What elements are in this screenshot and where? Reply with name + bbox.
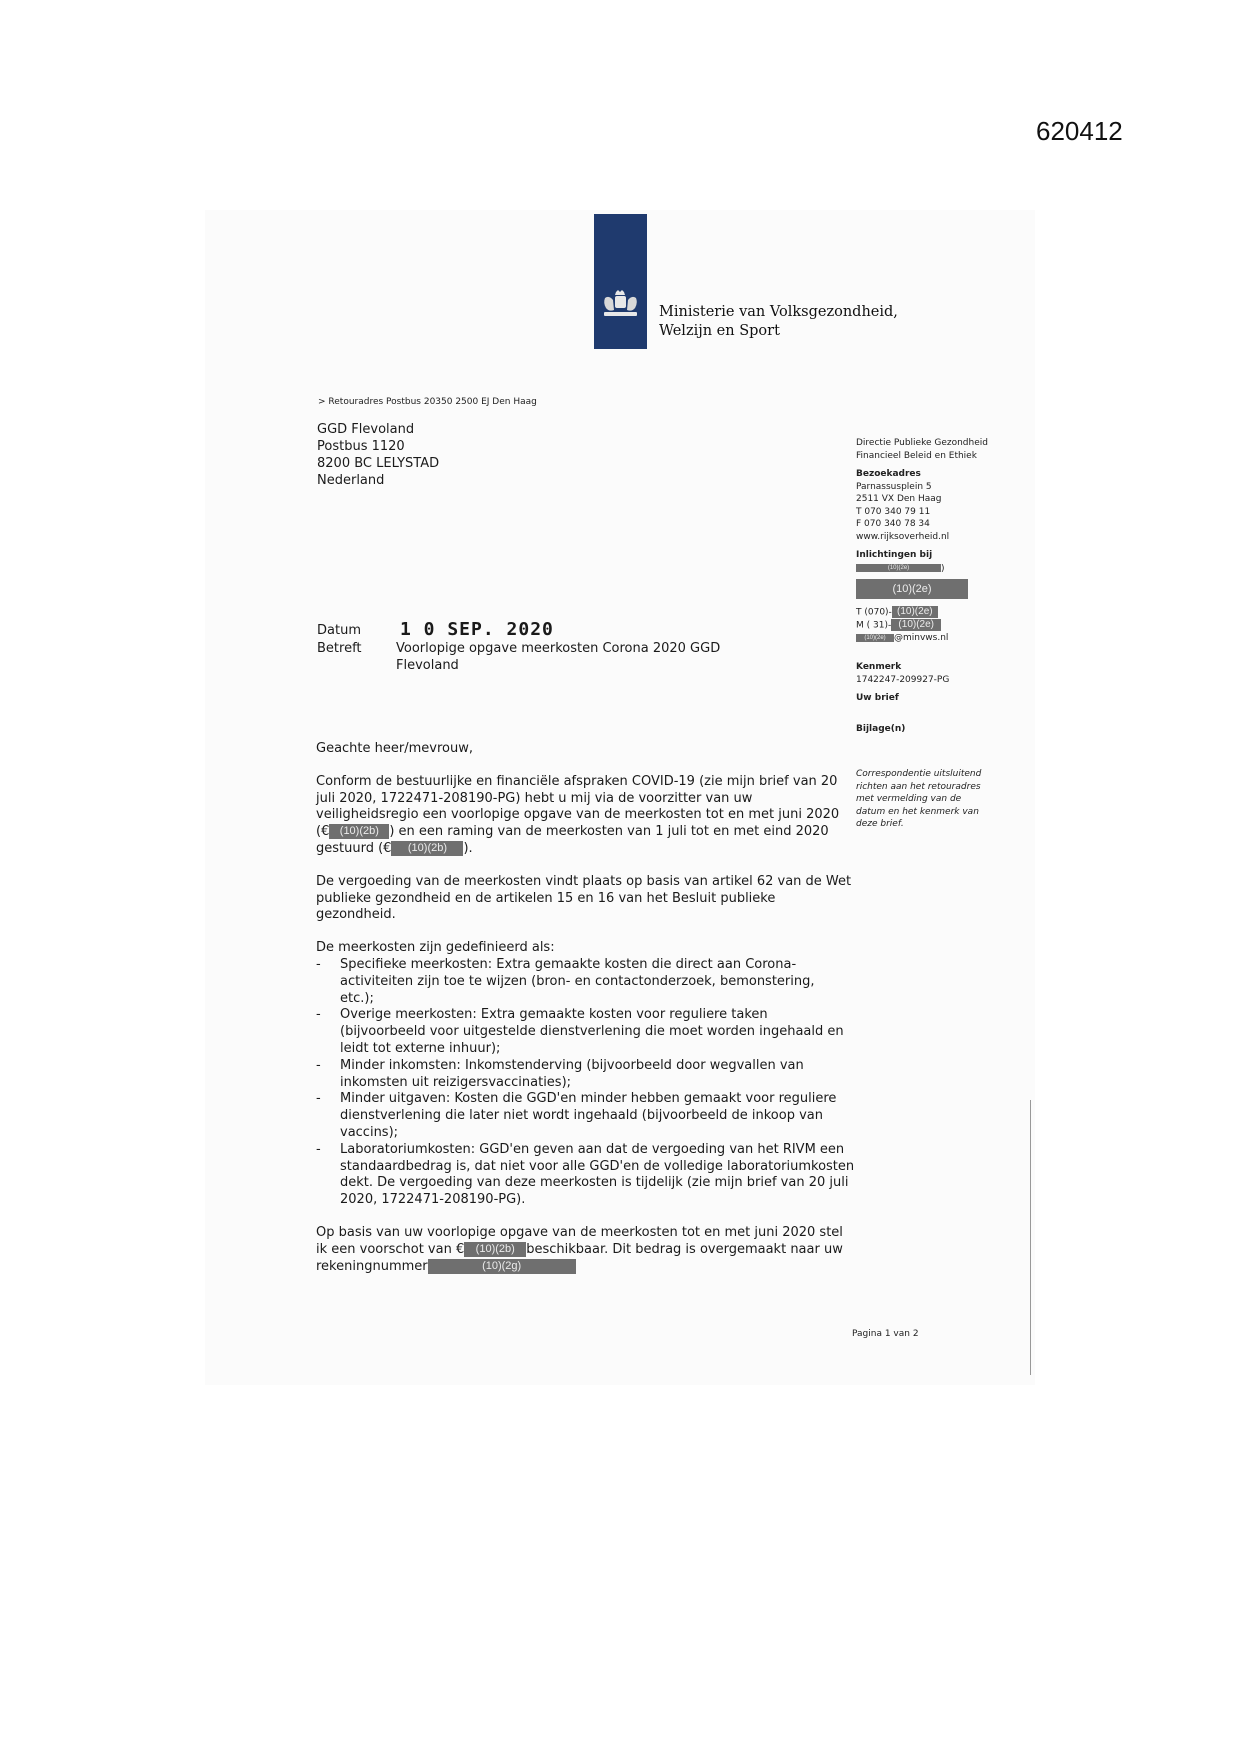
- subject: [396, 640, 720, 674]
- subject-line: Voorlopige opgave meerkosten Corona 2020 GGD: [396, 641, 721, 656]
- text-line: juli 2020, 1722471-208190-PG) hebt u mij via de voorzitter van uw: [316, 790, 753, 806]
- betreft-label: Betreft: [317, 641, 362, 656]
- paragraph-3: [316, 940, 855, 1209]
- visit-address-line: Parnassusplein 5: [856, 481, 932, 492]
- sidebar-correspondence-note: [856, 768, 981, 831]
- redacted-amount: (10)(2b): [329, 824, 389, 839]
- sidebar-attachments: [856, 723, 905, 736]
- kenmerk-label: Kenmerk: [856, 662, 902, 672]
- redacted-box: (10)(2e): [856, 634, 894, 642]
- text-line: leidt tot externe inhuur);: [340, 1040, 501, 1056]
- date-stamp: 1 0 SEP. 2020: [400, 619, 554, 640]
- bullet-dash: -: [316, 1141, 321, 1157]
- list-item: [316, 1058, 846, 1092]
- sidebar-directorate: [856, 437, 988, 462]
- bijlagen-label: Bijlage(n): [856, 724, 906, 734]
- redacted-account: (10)(2g): [428, 1259, 576, 1274]
- note-line: datum en het kenmerk van: [856, 806, 979, 817]
- paragraph-4: [316, 1225, 846, 1275]
- text-line: [316, 841, 846, 858]
- department-name: Financieel Beleid en Ethiek: [856, 450, 977, 461]
- phone-t-prefix: T (070)-: [856, 607, 892, 618]
- note-line: Correspondentie uitsluitend: [856, 769, 982, 779]
- sidebar-info: [856, 549, 968, 599]
- text-span: beschikbaar. Dit bedrag is overgemaakt naar uw: [526, 1241, 843, 1257]
- document-number: 620412: [1036, 116, 1123, 146]
- text-span: ) en een raming van de meerkosten van 1 juli tot en met eind 2020: [389, 824, 829, 840]
- datum-label: Datum: [317, 623, 361, 638]
- redacted-amount: (10)(2b): [391, 841, 463, 856]
- sidebar-reference: [856, 661, 949, 686]
- text-line: [316, 1259, 846, 1276]
- info-label: Inlichtingen bij: [856, 550, 933, 560]
- page-number: Pagina 1 van 2: [852, 1329, 919, 1339]
- directorate-name: Directie Publieke Gezondheid: [856, 438, 988, 448]
- bullet-dash: -: [316, 1091, 321, 1107]
- text-line: dienstverlening die later niet wordt ingehaald (bijvoorbeeld de inkoop van: [340, 1108, 823, 1124]
- text-line: Op basis van uw voorlopige opgave van de meerkosten tot en met juni 2020 stel: [316, 1224, 843, 1240]
- ministry-name-line2: Welzijn en Sport: [659, 323, 780, 339]
- sidebar-visit-address: [856, 468, 949, 543]
- visit-address-line: T 070 340 79 11: [856, 506, 931, 517]
- text-line: standaardbedrag is, dat niet voor alle GGD'en de volledige laboratoriumkosten: [340, 1158, 855, 1174]
- letter-body: [316, 741, 855, 1275]
- text-line: publieke gezondheid en de artikelen 15 en 16 van het Besluit publieke: [316, 890, 776, 906]
- recipient-line: Postbus 1120: [317, 439, 405, 454]
- salutation: Geachte heer/mevrouw,: [316, 741, 473, 756]
- text-span: rekeningnummer: [316, 1258, 428, 1274]
- redacted-amount: (10)(2b): [464, 1242, 526, 1257]
- text-line: gezondheid.: [316, 907, 396, 923]
- recipient-line: Nederland: [317, 473, 385, 488]
- text-span: (€: [316, 824, 330, 840]
- redacted-box: (10)(2e): [891, 619, 941, 631]
- text-line: Laboratoriumkosten: GGD'en geven aan dat de vergoeding van het RIVM een: [340, 1141, 845, 1157]
- text-line: inkomsten uit reizigersvaccinaties);: [340, 1074, 572, 1090]
- sidebar-contact: [856, 606, 948, 645]
- bullet-dash: -: [316, 956, 321, 972]
- ministry-logo: [594, 214, 647, 349]
- ministry-name-line1: Ministerie van Volksgezondheid,: [659, 304, 898, 320]
- paragraph-1: [316, 774, 846, 858]
- text-line: activiteiten zijn toe te wijzen (bron- en contactonderzoek, bemonstering,: [340, 973, 815, 989]
- text-line: 2020, 1722471-208190-PG).: [340, 1192, 526, 1208]
- website: www.rijksoverheid.nl: [856, 531, 950, 542]
- subject-line: Flevoland: [396, 658, 459, 673]
- scan-edge-line: [1030, 1100, 1031, 1375]
- return-address: > Retouradres Postbus 20350 2500 EJ Den Haag: [318, 397, 537, 407]
- ministry-name: [659, 303, 898, 341]
- list-item: [316, 1141, 855, 1209]
- text-line: Minder inkomsten: Inkomstenderving (bijvoorbeeld door wegvallen van: [340, 1057, 804, 1073]
- visit-address-line: 2511 VX Den Haag: [856, 494, 942, 504]
- note-line: deze brief.: [856, 819, 904, 829]
- text-line: etc.);: [340, 990, 374, 1006]
- text-line: [316, 824, 846, 841]
- paren-text: ): [941, 563, 945, 574]
- recipient-line: GGD Flevoland: [317, 422, 415, 437]
- redacted-box: (10)(2e): [856, 579, 968, 599]
- text-line: veiligheidsregio een voorlopige opgave van de meerkosten tot en met juni 2020: [316, 807, 840, 823]
- redacted-box: (10)(2e): [856, 564, 941, 572]
- text-line: Specifieke meerkosten: Extra gemaakte kosten die direct aan Corona-: [340, 956, 797, 972]
- text-line: Minder uitgaven: Kosten die GGD'en minder hebben gemaakt voor reguliere: [340, 1091, 837, 1107]
- redacted-box: (10)(2e): [892, 606, 938, 618]
- text-span: ik een voorschot van €: [316, 1241, 465, 1257]
- uw-brief-label: Uw brief: [856, 693, 899, 703]
- list-item: [316, 1007, 846, 1057]
- coat-of-arms-icon: [602, 290, 639, 318]
- visit-address-line: F 070 340 78 34: [856, 519, 930, 529]
- text-line: vaccins);: [340, 1124, 399, 1140]
- visit-address-label: Bezoekadres: [856, 469, 921, 479]
- bullet-dash: -: [316, 1007, 321, 1023]
- note-line: met vermelding van de: [856, 794, 962, 804]
- sidebar-your-letter: [856, 692, 899, 705]
- text-span: ).: [463, 840, 473, 856]
- text-line: De vergoeding van de meerkosten vindt plaats op basis van artikel 62 van de Wet: [316, 873, 852, 889]
- list-item: [316, 1091, 846, 1141]
- paragraph-2: [316, 873, 852, 924]
- text-line: dekt. De vergoeding van deze meerkosten is tijdelijk (zie mijn brief van 20 juli: [340, 1175, 849, 1191]
- kenmerk-value: 1742247-209927-PG: [856, 674, 950, 685]
- phone-m-prefix: M ( 31)-: [856, 620, 892, 631]
- text-line: [316, 1242, 846, 1259]
- recipient-address: [317, 421, 439, 489]
- text-line: Conform de bestuurlijke en financiële afspraken COVID-19 (zie mijn brief van 20: [316, 773, 838, 789]
- text-line: (bijvoorbeeld voor uitgestelde dienstverlening die moet worden ingehaald en: [340, 1024, 844, 1040]
- text-line: Overige meerkosten: Extra gemaakte kosten voor reguliere taken: [340, 1007, 768, 1023]
- email-suffix: @minvws.nl: [894, 633, 949, 643]
- bullet-dash: -: [316, 1057, 321, 1073]
- note-line: richten aan het retouradres: [856, 781, 981, 792]
- text-line: De meerkosten zijn gedefinieerd als:: [316, 940, 555, 956]
- list-item: [316, 957, 846, 1007]
- recipient-line: 8200 BC LELYSTAD: [317, 456, 440, 471]
- text-span: gestuurd (€: [316, 840, 392, 856]
